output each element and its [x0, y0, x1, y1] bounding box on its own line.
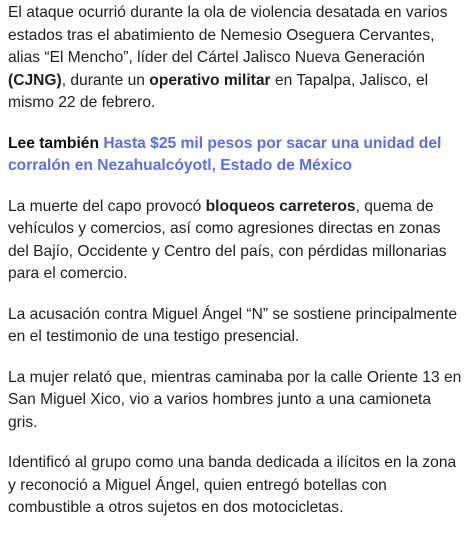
read-also-block: [8, 133, 464, 178]
article-body: [8, 2, 464, 538]
paragraph-1-text-c: en Tapalpa, Jalisco, el mismo 22 de febrero.: [8, 71, 429, 111]
paragraph-1-text-a: El ataque ocurrió durante la ola de violencia desatada en varios estados tras el abatimiento de Nemesio Oseguera Cervantes, alias “El Mencho”, líder del Cártel Jalisco Nueva Generación: [8, 4, 448, 66]
bloqueos-carreteros-bold: bloqueos carreteros: [205, 197, 356, 215]
operativo-militar-bold: operativo militar: [149, 71, 271, 89]
paragraph-2-text-a: La muerte del capo provocó: [8, 197, 206, 215]
cjng-bold: (CJNG): [8, 71, 62, 89]
paragraph-4: La mujer relató que, mientras caminaba por la calle Oriente 13 en San Miguel Xico, vio a varios hombres junto a una camioneta gris.: [8, 368, 462, 431]
paragraph-3: La acusación contra Miguel Ángel “N” se sostiene principalmente en el testimonio de una testigo presencial.: [8, 305, 457, 345]
paragraph-1-text-b: , durante un: [61, 71, 150, 89]
paragraph-5: Identificó al grupo como una banda dedicada a ilícitos en la zona y reconoció a Miguel Ángel, quien entregó botellas con combustible a otros sujetos en dos motocicletas.: [8, 454, 457, 516]
related-article-link[interactable]: Hasta $25 mil pesos por sacar una unidad del corralón en Nezahualcóyotl, Estado de México: [8, 134, 442, 174]
paragraph-2-text-b: , quema de vehículos y comercios, así como agresiones directas en zonas del Bajío, Occidente y Centro del país, con pérdidas millonarias para el comercio.: [8, 197, 447, 282]
paragraph-1: [8, 2, 464, 115]
paragraph-2: [8, 196, 464, 286]
read-also-label: Lee también: [8, 134, 99, 152]
